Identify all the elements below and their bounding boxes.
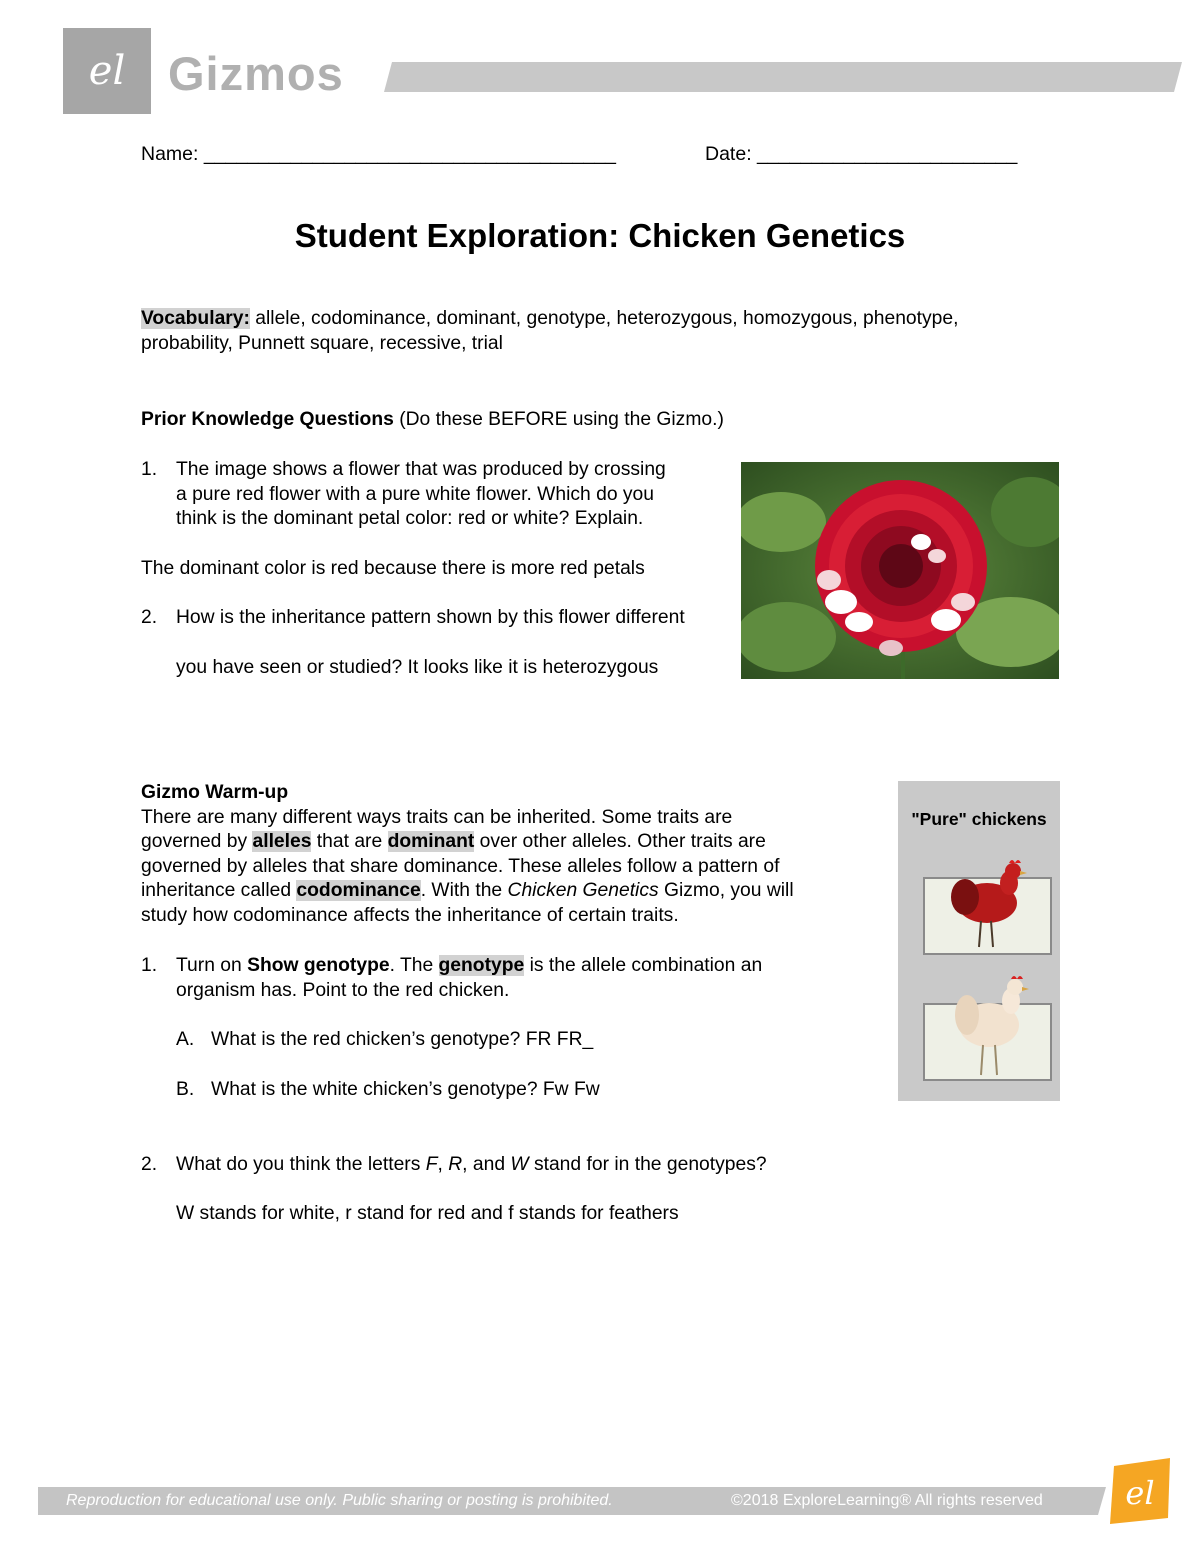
brand-name: Gizmos — [168, 47, 344, 100]
vocabulary-label: Vocabulary: — [141, 308, 250, 329]
warmup-paragraph-line — [141, 830, 881, 855]
show-genotype-label: Show genotype — [247, 955, 390, 976]
text-span: . The — [389, 955, 439, 976]
prior-a1-answer: The dominant color is red because there is more red petals — [141, 558, 645, 579]
prior-q1-line: a pure red flower with a pure white flower. Which do you — [176, 483, 654, 505]
prior-q2-text: How is the inheritance pattern shown by this flower different — [176, 607, 685, 628]
warmup-q2-text — [176, 1153, 876, 1178]
logo-mark-text: el — [88, 48, 126, 94]
footer-reproduction-notice: Reproduction for educational use only. Public sharing or posting is prohibited. — [66, 1492, 613, 1509]
text-span: stand for in the genotypes? — [528, 1154, 767, 1175]
vocab-codominance: codominance — [296, 880, 421, 901]
gizmo-name: Chicken Genetics — [507, 880, 659, 901]
text-span: What do you think the letters — [176, 1154, 426, 1175]
text-span: inheritance called — [141, 880, 297, 901]
gizmos-logo — [63, 28, 151, 114]
prior-heading-note: (Do these BEFORE using the Gizmo.) — [393, 409, 724, 430]
red-chicken-icon — [925, 851, 1050, 925]
text-span: over other alleles. Other traits are — [474, 831, 766, 852]
text-span: Turn on — [176, 955, 248, 976]
text-span: Gizmo, you will — [658, 880, 794, 901]
vocab-dominant: dominant — [387, 831, 475, 852]
warmup-a2-answer: W stands for white, r stand for red and f stands for feathers — [176, 1203, 679, 1224]
text-span: that are — [311, 831, 388, 852]
warmup-qA-text: What is the red chicken’s genotype? FR FR_ — [211, 1029, 594, 1050]
warmup-q2-number: 2. — [141, 1154, 158, 1175]
vocab-alleles: alleles — [252, 831, 312, 852]
prior-a2-answer: you have seen or studied? It looks like it is heterozygous — [176, 657, 659, 678]
warmup-qB-text: What is the white chicken’s genotype? Fw Fw — [211, 1079, 600, 1100]
dahlia-flower-image — [741, 462, 1059, 679]
letter-r: R — [448, 1154, 463, 1175]
warmup-section — [141, 781, 881, 928]
warmup-q1-number: 1. — [141, 955, 158, 976]
page-title: Student Exploration: Chicken Genetics — [294, 217, 906, 254]
white-chicken-frame — [923, 1003, 1052, 1081]
prior-heading-bold: Prior Knowledge Questions — [141, 409, 394, 430]
vocabulary-line2: probability, Punnett square, recessive, trial — [141, 332, 503, 354]
pure-chickens-panel — [898, 781, 1060, 1101]
date-field[interactable]: Date: ________________________ — [705, 143, 1018, 165]
text-span: , and — [462, 1154, 511, 1175]
prior-q1-text — [176, 458, 736, 532]
text-span: is the allele combination an — [524, 955, 763, 976]
prior-knowledge-heading — [141, 408, 724, 433]
el-logo-icon — [63, 28, 151, 114]
warmup-q1-text — [176, 954, 876, 1003]
text-span: . With the — [420, 880, 508, 901]
white-chicken-icon — [925, 967, 1050, 1041]
red-chicken-frame — [923, 877, 1052, 955]
warmup-heading: Gizmo Warm-up — [141, 782, 289, 803]
explorelearning-logo-icon — [1108, 1456, 1174, 1526]
warmup-paragraph-line: governed by alleles that share dominance. These alleles follow a pattern of — [141, 855, 780, 877]
warmup-qA-label: A. — [176, 1029, 195, 1050]
letter-f: F — [425, 1154, 438, 1175]
warmup-q1-line2: organism has. Point to the red chicken. — [176, 979, 510, 1001]
warmup-qB-label: B. — [176, 1079, 195, 1100]
text-span: , — [437, 1154, 449, 1175]
header-bar — [384, 62, 1182, 92]
footer-copyright: ©2018 ExploreLearning® All rights reserved — [731, 1492, 1043, 1509]
footer-logo-mark: el — [1125, 1474, 1155, 1512]
warmup-paragraph-line: study how codominance affects the inheritance of certain traits. — [141, 904, 679, 926]
prior-q1-number: 1. — [141, 459, 158, 480]
name-field[interactable]: Name: ______________________________________ — [141, 143, 616, 165]
vocabulary-section — [141, 307, 1081, 356]
vocab-genotype: genotype — [438, 955, 525, 976]
vocabulary-line1: allele, codominance, dominant, genotype, heterozygous, homozygous, phenotype, — [249, 308, 959, 329]
warmup-paragraph-line — [141, 879, 881, 904]
prior-q1-line: The image shows a flower that was produced by crossing — [176, 459, 666, 480]
prior-q1-line: think is the dominant petal color: red or white? Explain. — [176, 508, 644, 529]
text-span: governed by — [141, 831, 253, 852]
warmup-paragraph-line: There are many different ways traits can be inherited. Some traits are — [141, 806, 733, 828]
pure-chickens-title: "Pure" chickens — [911, 809, 1047, 829]
prior-q2-number: 2. — [141, 607, 158, 628]
letter-w: W — [510, 1154, 529, 1175]
